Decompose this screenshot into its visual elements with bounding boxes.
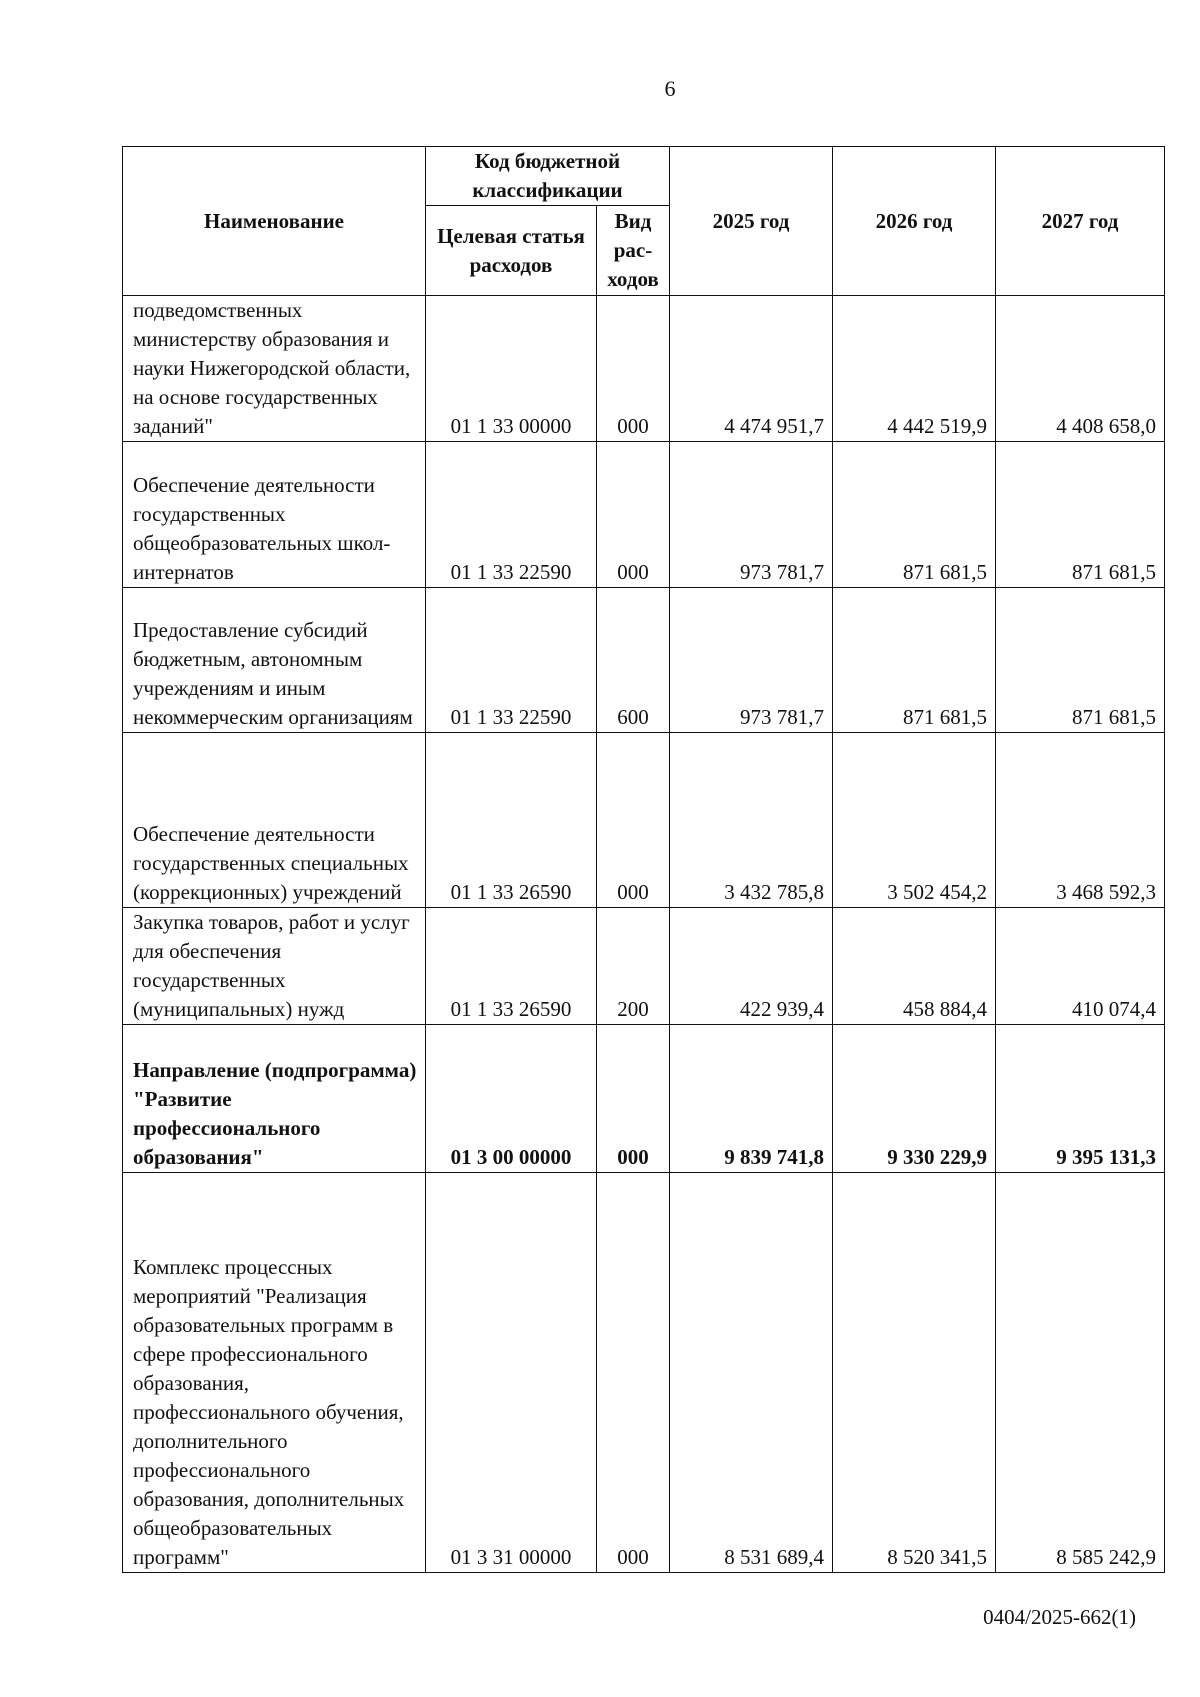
row-name: Направление (подпрограмма) "Развитие профессионального образования"	[123, 1025, 426, 1173]
row-target-article: 01 3 00 00000	[426, 1025, 597, 1173]
row-target-article: 01 1 33 26590	[426, 908, 597, 1025]
header-year-2027: 2027 год	[996, 147, 1165, 296]
page-number: 6	[664, 76, 676, 101]
row-target-article: 01 1 33 26590	[426, 733, 597, 908]
header-target-article: Целевая статья расходов	[426, 206, 597, 296]
row-value-2027: 410 074,4	[996, 908, 1165, 1025]
row-value-2027: 9 395 131,3	[996, 1025, 1165, 1173]
row-name: подведомственных министерству образования и науки Нижегородской области, на основе государственных заданий"	[123, 296, 426, 442]
row-expense-kind: 000	[597, 442, 670, 588]
table-row	[123, 908, 1165, 1025]
row-value-2027: 8 585 242,9	[996, 1173, 1165, 1573]
row-value-2026: 458 884,4	[833, 908, 996, 1025]
table-row	[123, 588, 1165, 733]
row-value-2027: 871 681,5	[996, 442, 1165, 588]
header-year-2025: 2025 год	[670, 147, 833, 296]
table-row	[123, 1173, 1165, 1573]
row-name: Комплекс процессных мероприятий "Реализация образовательных программ в сфере профессионального образования, профессионального обучения, дополнительного профессионального образования, дополнительных общеобразовательных программ"	[123, 1173, 426, 1573]
header-name: Наименование	[123, 147, 426, 296]
table-row	[123, 733, 1165, 908]
row-value-2025: 4 474 951,7	[670, 296, 833, 442]
row-value-2026: 9 330 229,9	[833, 1025, 996, 1173]
row-value-2025: 973 781,7	[670, 442, 833, 588]
row-value-2026: 8 520 341,5	[833, 1173, 996, 1573]
table-row-subprogram	[123, 1025, 1165, 1173]
row-value-2026: 3 502 454,2	[833, 733, 996, 908]
row-value-2027: 871 681,5	[996, 588, 1165, 733]
row-value-2027: 4 408 658,0	[996, 296, 1165, 442]
table-row	[123, 442, 1165, 588]
row-target-article: 01 3 31 00000	[426, 1173, 597, 1573]
row-expense-kind: 000	[597, 733, 670, 908]
row-value-2026: 871 681,5	[833, 442, 996, 588]
row-name: Предоставление субсидий бюджетным, автономным учреждениям и иным некоммерческим организациям	[123, 588, 426, 733]
row-value-2025: 8 531 689,4	[670, 1173, 833, 1573]
row-expense-kind: 000	[597, 1025, 670, 1173]
row-expense-kind: 000	[597, 296, 670, 442]
row-target-article: 01 1 33 22590	[426, 442, 597, 588]
row-value-2026: 871 681,5	[833, 588, 996, 733]
row-target-article: 01 1 33 00000	[426, 296, 597, 442]
row-value-2026: 4 442 519,9	[833, 296, 996, 442]
row-value-2025: 973 781,7	[670, 588, 833, 733]
document-code: 0404/2025-662(1)	[983, 1605, 1136, 1629]
row-expense-kind: 600	[597, 588, 670, 733]
row-value-2025: 422 939,4	[670, 908, 833, 1025]
header-expense-kind: Вид рас-ходов	[597, 206, 670, 296]
row-name: Обеспечение деятельности государственных специальных (коррекционных) учреждений	[123, 733, 426, 908]
row-target-article: 01 1 33 22590	[426, 588, 597, 733]
row-value-2025: 9 839 741,8	[670, 1025, 833, 1173]
row-value-2025: 3 432 785,8	[670, 733, 833, 908]
row-name: Обеспечение деятельности государственных общеобразовательных школ-интернатов	[123, 442, 426, 588]
row-expense-kind: 200	[597, 908, 670, 1025]
table-row	[123, 296, 1165, 442]
row-name: Закупка товаров, работ и услуг для обеспечения государственных (муниципальных) нужд	[123, 908, 426, 1025]
row-expense-kind: 000	[597, 1173, 670, 1573]
header-budget-code: Код бюджетной классификации	[426, 147, 670, 206]
budget-table	[122, 146, 1165, 1573]
header-year-2026: 2026 год	[833, 147, 996, 296]
row-value-2027: 3 468 592,3	[996, 733, 1165, 908]
